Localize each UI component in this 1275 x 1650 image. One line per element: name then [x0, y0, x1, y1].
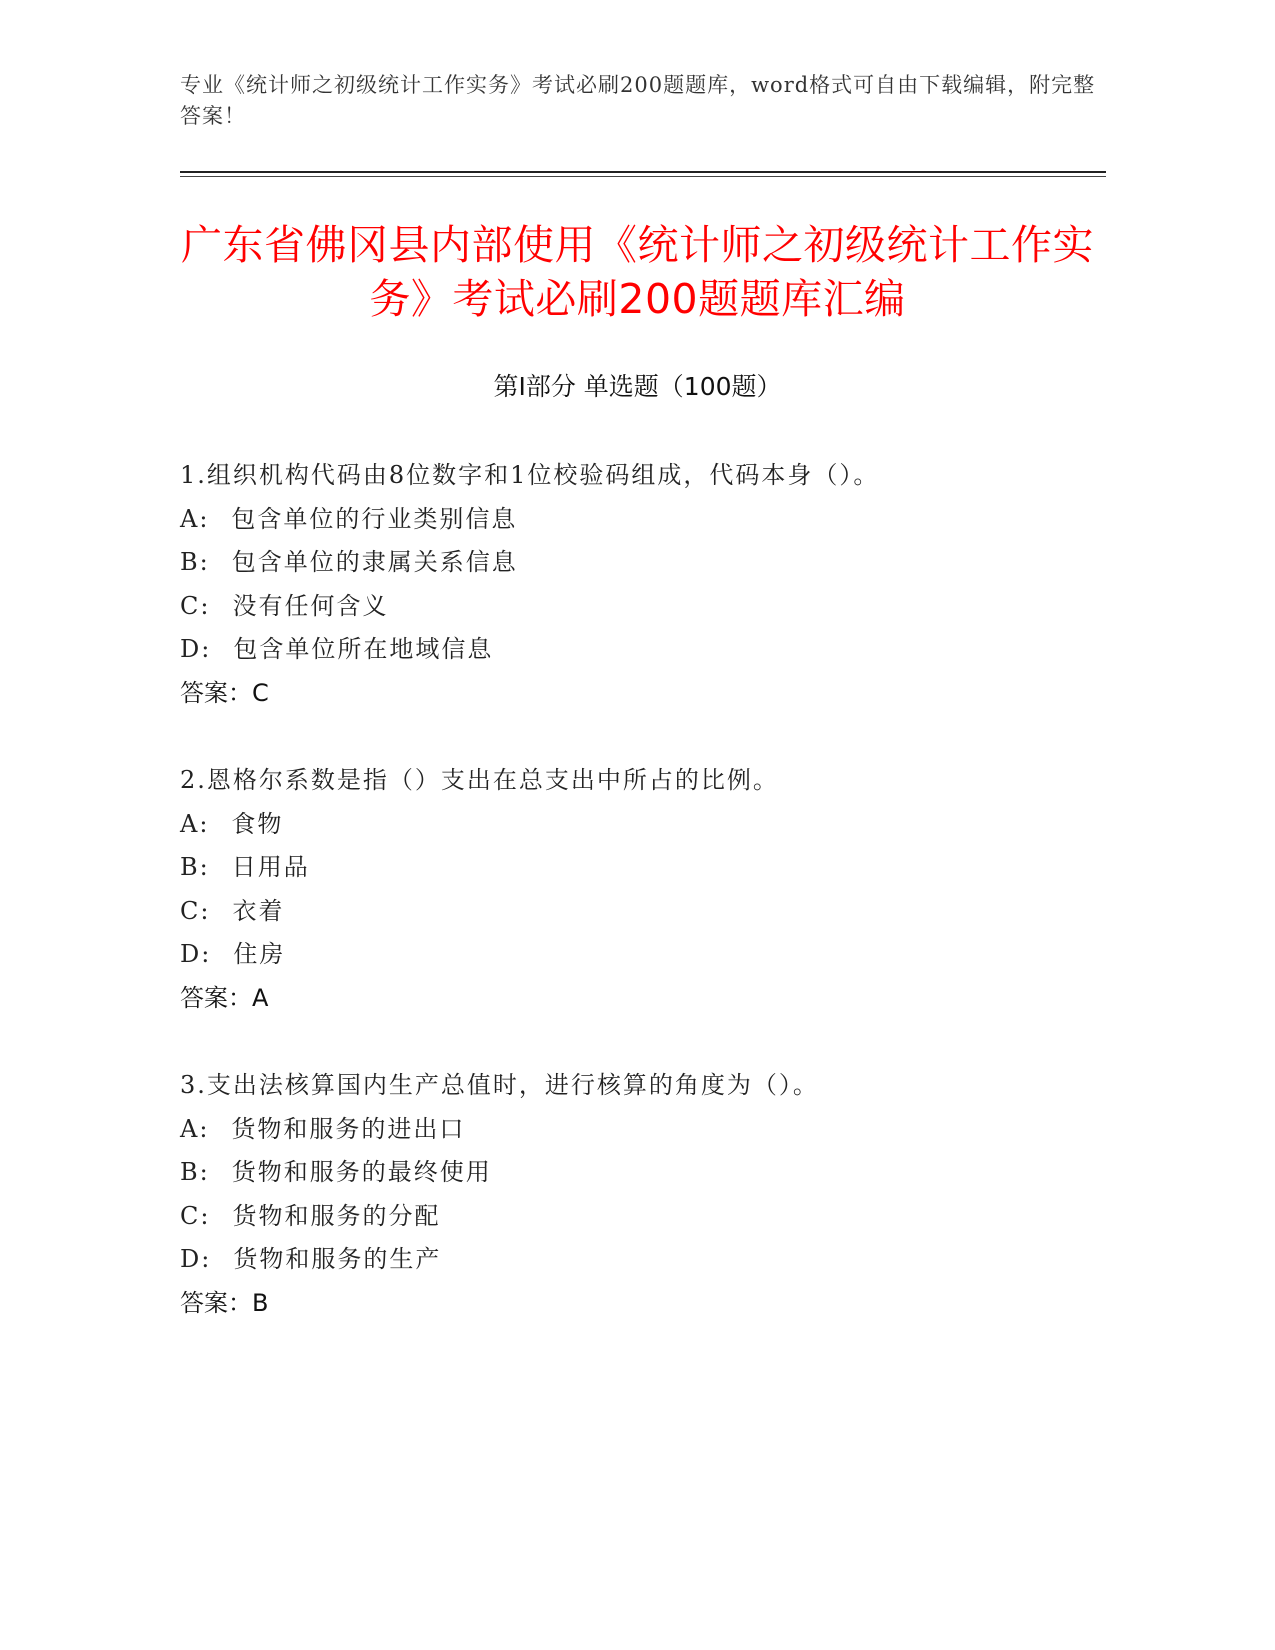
option-text: 货物和服务的分配	[232, 1201, 441, 1230]
option-text: 衣着	[232, 896, 285, 925]
option-text: 没有任何含义	[232, 591, 389, 620]
option-text: 日用品	[231, 853, 310, 881]
option-c	[180, 1195, 1110, 1239]
option-c	[180, 585, 1110, 629]
answer: 答案：B	[180, 1288, 269, 1317]
option-key: D:	[180, 635, 212, 663]
answer: 答案：A	[180, 983, 269, 1012]
option-b	[180, 541, 1110, 585]
question-1	[180, 454, 1110, 715]
header-divider-thin	[180, 176, 1106, 177]
option-b	[180, 1151, 1110, 1195]
option-text: 包含单位的行业类别信息	[231, 504, 518, 533]
answer: 答案：C	[180, 678, 269, 707]
option-a	[180, 803, 1110, 847]
question-stem: 3.支出法核算国内生产总值时，进行核算的角度为（）。	[180, 1071, 819, 1099]
option-text: 货物和服务的进出口	[231, 1114, 466, 1143]
option-key: A:	[180, 809, 210, 838]
option-key: C:	[180, 591, 211, 620]
option-b	[180, 846, 1110, 890]
question-3	[180, 1064, 1110, 1325]
option-key: C:	[180, 1201, 211, 1230]
question-stem: 1.组织机构代码由8位数字和1位校验码组成，代码本身（）。	[180, 461, 880, 489]
question-2	[180, 759, 1110, 1020]
option-c	[180, 890, 1110, 934]
document-title: 广东省佛冈县内部使用《统计师之初级统计工作实务》考试必刷200题题库汇编	[181, 221, 1094, 323]
option-a	[180, 1108, 1110, 1152]
option-key: B:	[180, 853, 210, 881]
option-key: B:	[180, 548, 210, 576]
option-text: 包含单位的隶属关系信息	[231, 548, 518, 576]
question-stem: 2.恩格尔系数是指（）支出在总支出中所占的比例。	[180, 766, 779, 794]
header-note: 专业《统计师之初级统计工作实务》考试必刷200题题库，word格式可自由下载编辑，附完整答案！	[180, 73, 1096, 128]
option-d	[180, 628, 1110, 672]
option-d	[180, 933, 1110, 977]
header-divider-thick	[180, 171, 1106, 173]
option-key: A:	[180, 1114, 210, 1143]
option-key: C:	[180, 896, 211, 925]
option-a	[180, 498, 1110, 542]
option-key: B:	[180, 1158, 210, 1186]
option-text: 货物和服务的最终使用	[231, 1158, 492, 1186]
option-key: A:	[180, 504, 210, 533]
option-text: 住房	[233, 940, 286, 968]
option-text: 货物和服务的生产	[233, 1245, 442, 1273]
section-title: 第Ⅰ部分 单选题（100题）	[493, 372, 782, 401]
option-d	[180, 1238, 1110, 1282]
option-key: D:	[180, 940, 212, 968]
option-text: 包含单位所在地域信息	[233, 635, 494, 663]
option-key: D:	[180, 1245, 212, 1273]
option-text: 食物	[231, 809, 284, 838]
